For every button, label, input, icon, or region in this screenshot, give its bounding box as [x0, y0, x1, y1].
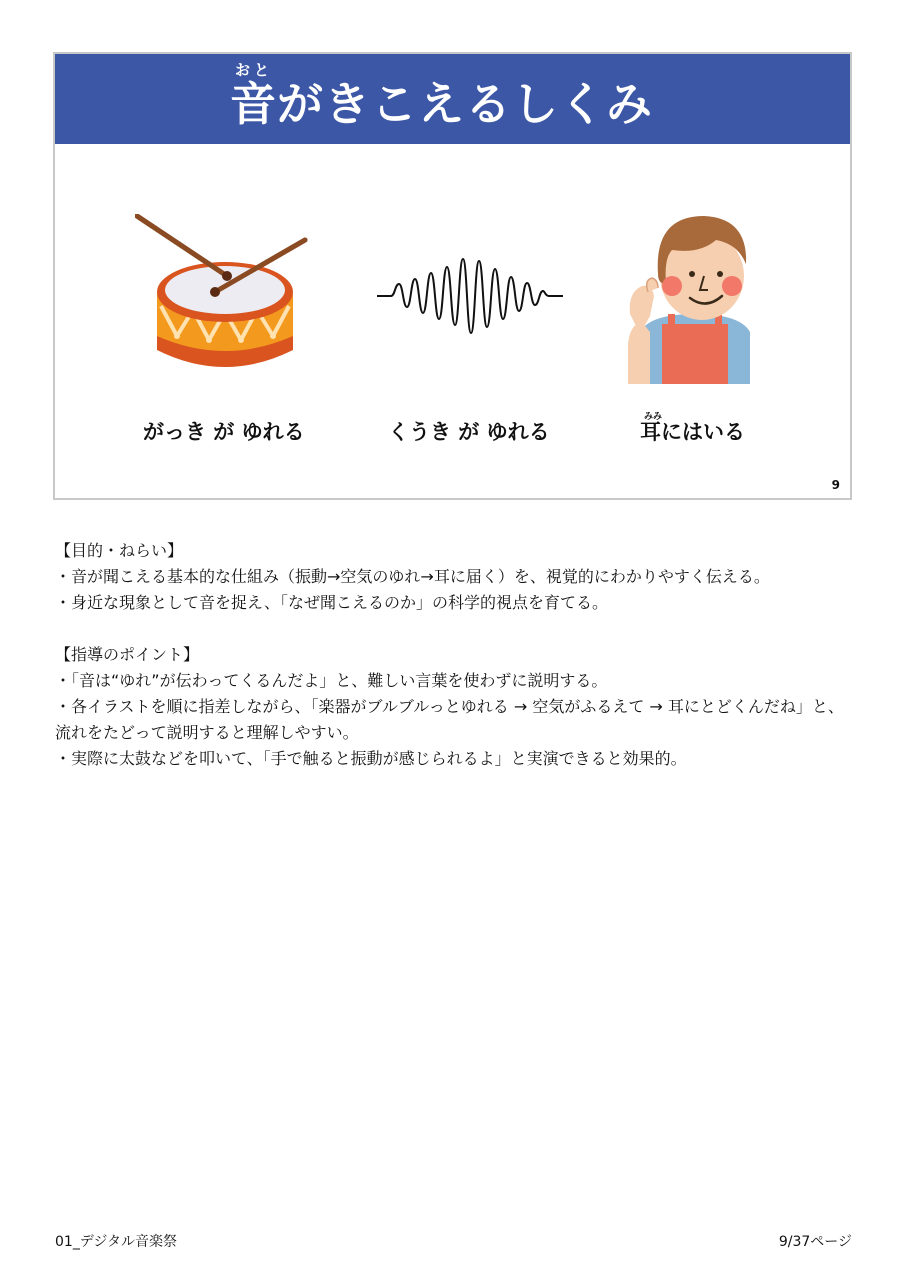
- caption-air: くうき が ゆれる: [388, 420, 550, 444]
- speaker-notes: [55, 538, 855, 772]
- slide-page-number: 9: [831, 478, 840, 492]
- notes-heading-points: 【指導のポイント】: [55, 645, 200, 664]
- slide: [53, 52, 852, 500]
- caption-ruby: みみ: [644, 412, 663, 422]
- notes-point-item: ・実際に太鼓などを叩いて、「手で触ると振動が感じられるよ」と実演できると効果的。: [55, 749, 687, 768]
- slide-header: [55, 54, 850, 144]
- sound-wave-icon: [375, 249, 565, 339]
- title-ruby: おと: [235, 61, 274, 79]
- notes-heading-purpose: 【目的・ねらい】: [55, 541, 184, 560]
- caption-ear: 耳にはいる: [640, 420, 745, 444]
- notes-purpose-item: ・身近な現象として音を捉え、「なぜ聞こえるのか」の科学的視点を育てる。: [55, 593, 608, 612]
- footer-page-count: 9/37ページ: [778, 1234, 852, 1250]
- slide-title: 音がきこえるしくみ: [230, 77, 653, 131]
- notes-point-item: ・「音は“ゆれ”が伝わってくるんだよ」と、難しい言葉を使わずに説明する。: [55, 671, 608, 690]
- caption-instrument: がっき が ゆれる: [143, 420, 305, 444]
- notes-point-item: ・各イラストを順に指差しながら、「楽器がブルブルっとゆれる → 空気がふるえて → 耳にとどくんだね」と、流れをたどって説明すると理解しやすい。: [55, 697, 844, 742]
- drum-icon: [135, 214, 315, 384]
- child-listening-icon: [620, 204, 770, 384]
- notes-purpose-item: ・音が聞こえる基本的な仕組み（振動→空気のゆれ→耳に届く）を、視覚的にわかりやすく伝える。: [55, 567, 770, 586]
- footer-document-name: 01_デジタル音楽祭: [55, 1234, 177, 1250]
